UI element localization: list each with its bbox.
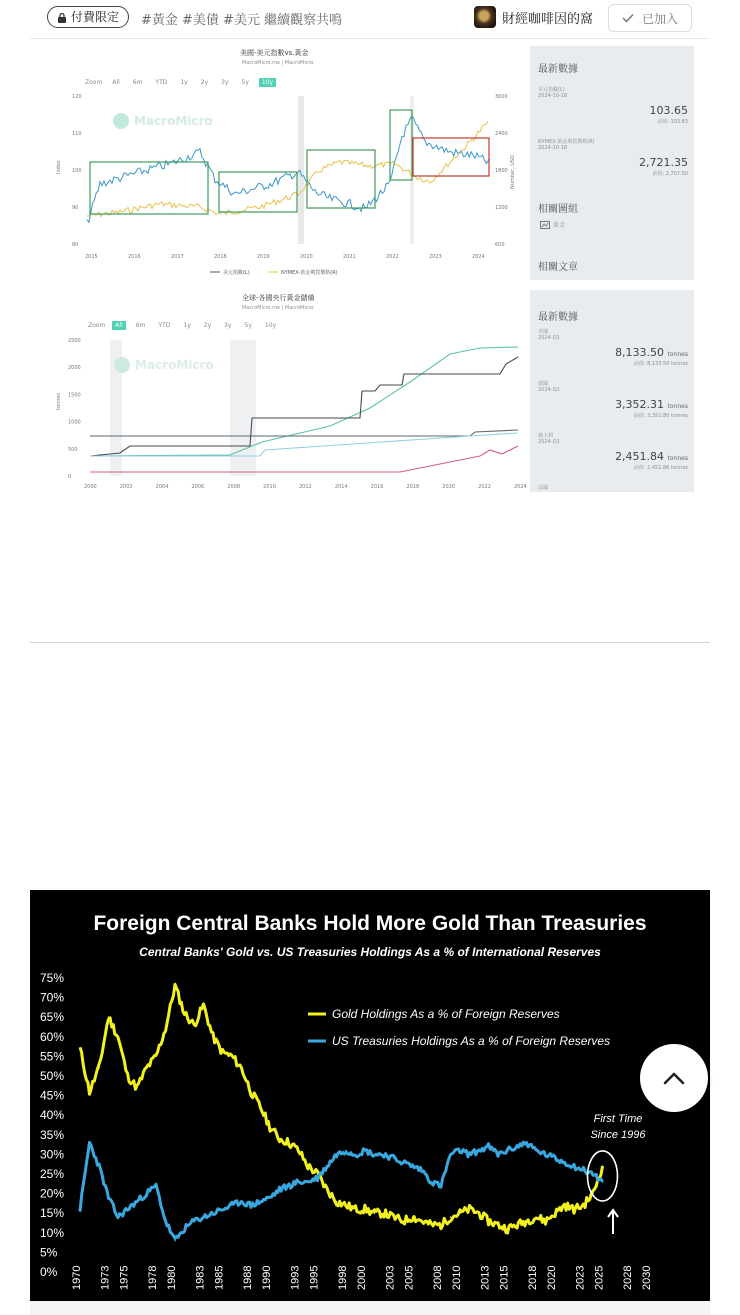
related-articles-header[interactable]: 相關文章 — [538, 262, 578, 273]
avatar[interactable] — [474, 6, 496, 28]
zoom-option-1y[interactable]: 1y — [183, 322, 191, 329]
post-header — [0, 0, 740, 38]
related-group-header: 相關圖組 — [538, 204, 578, 215]
gold-point — [269, 1126, 271, 1128]
joined-button[interactable] — [608, 4, 692, 32]
unit: tonnes — [667, 403, 688, 410]
rose-series-line — [90, 446, 518, 472]
zoom-option-5y[interactable]: 5y — [244, 322, 252, 329]
gold-point — [231, 1056, 233, 1058]
treasuries-point — [402, 1161, 404, 1163]
treasuries-point — [564, 1161, 566, 1163]
macromicro-screenshot — [30, 40, 710, 492]
gold-point — [469, 1208, 471, 1210]
x-tick-label: 2003 — [384, 1265, 397, 1290]
side-item-usd-prev: 前值: 103.83 — [657, 119, 688, 125]
chart-subtitle: Central Banks' Gold vs. US Treasuries Holdings As a % of International Reserves — [139, 945, 601, 959]
cb-gold-side-panel — [530, 290, 694, 492]
gold-point — [564, 1205, 566, 1207]
cb-gold-chart-panel — [30, 290, 530, 492]
gold-point — [431, 1224, 433, 1226]
hashtag-list[interactable]: #黃金 #美債 #美元 繼續觀察共鳴 — [141, 13, 343, 28]
y-tick-label: 75% — [40, 971, 65, 985]
treasuries-point — [326, 1165, 328, 1167]
gold-point — [155, 1056, 157, 1058]
y-tick-label: 60% — [40, 1029, 65, 1044]
value: 3,352.31 — [615, 398, 665, 411]
treasuries-point — [155, 1185, 157, 1187]
y-left-tick: 100 — [72, 168, 82, 174]
x-tick-label: 1978 — [147, 1265, 159, 1290]
y-left-tick: 90 — [72, 205, 79, 211]
y-tick-label: 35% — [40, 1127, 65, 1142]
usd-gold-side-panel — [530, 46, 694, 280]
related-group-item[interactable] — [540, 220, 565, 229]
y-tick-label: 25% — [40, 1167, 65, 1181]
zoom-option-ytd[interactable]: YTD — [158, 322, 171, 329]
zoom-option-3y[interactable]: 3y — [221, 79, 229, 86]
treasuries-point — [545, 1154, 547, 1156]
x-tick: 2023 — [429, 254, 442, 260]
cb-gold-chart-svg — [30, 290, 530, 492]
gold-point — [459, 1212, 461, 1214]
watermark-logo — [114, 357, 130, 373]
legend-label: US Treasuries Holdings As a % of Foreign Reserves — [332, 1034, 611, 1048]
zoom-option-5y[interactable]: 5y — [241, 79, 249, 86]
gold-point — [497, 1224, 499, 1226]
y-right-tick: 2400 — [495, 131, 508, 137]
treasuries-point — [222, 1208, 224, 1210]
side-item-usd-date: 2024-10-18 — [538, 93, 568, 99]
gold-point — [355, 1208, 357, 1210]
treasuries-point — [592, 1173, 594, 1175]
y-tick: 1500 — [68, 392, 81, 399]
y-tick-label: 10% — [40, 1225, 65, 1240]
x-tick: 2024 — [514, 484, 527, 490]
treasuries-point — [478, 1150, 480, 1152]
y-tick-label: 20% — [40, 1186, 65, 1201]
zoom-option-2y[interactable]: 2y — [203, 322, 212, 329]
side-item-gold-date: 2024-10-18 — [538, 145, 568, 151]
gold-series-line — [87, 121, 488, 217]
x-tick-label: 2025 — [593, 1265, 606, 1290]
gold-point — [260, 1107, 262, 1109]
treasuries-point — [336, 1154, 338, 1156]
x-tick-label: 2000 — [356, 1265, 368, 1290]
treasuries-point — [146, 1193, 148, 1195]
zoom-option-10y[interactable]: 10y — [259, 78, 276, 87]
gold-point — [165, 1028, 167, 1030]
treasuries-point — [193, 1220, 195, 1222]
watermark-text: MacroMicro — [134, 114, 213, 128]
gold-point — [222, 1052, 224, 1054]
unit: tonnes — [667, 455, 688, 462]
gold-point — [184, 1012, 186, 1014]
gold-point — [98, 1067, 100, 1069]
treasuries-point — [108, 1197, 110, 1199]
x-tick: 2022 — [386, 254, 399, 260]
x-tick-label: 2030 — [641, 1265, 653, 1290]
gold-point — [526, 1220, 528, 1222]
x-tick-label: 1980 — [166, 1265, 178, 1290]
zoom-option-6m[interactable]: 6m — [132, 79, 143, 86]
zoom-option-1y[interactable]: 1y — [180, 79, 188, 86]
side-item-gold-name[interactable]: NYMEX-黃金期貨價格(R) — [538, 139, 595, 145]
gold-point — [402, 1220, 404, 1222]
y-tick-label: 0% — [40, 1265, 58, 1279]
treasuries-point — [79, 1208, 81, 1210]
treasuries-point — [117, 1216, 119, 1218]
lock-icon — [57, 12, 67, 23]
usd-gold-chart-panel — [30, 44, 530, 290]
zoom-option-6m[interactable]: 6m — [135, 322, 146, 329]
treasuries-point — [298, 1181, 300, 1183]
gold-point — [212, 1036, 214, 1038]
x-tick: 2012 — [299, 484, 312, 490]
treasuries-point — [554, 1158, 556, 1160]
chevron-up-icon — [663, 1071, 685, 1085]
gold-point — [117, 1036, 119, 1038]
gold-vs-treasuries-svg — [30, 890, 710, 1301]
annotation-line-2: Since 1996 — [590, 1129, 646, 1141]
chart-group-icon — [540, 221, 550, 229]
crossover-arrow — [608, 1210, 618, 1234]
treasuries-point — [317, 1177, 319, 1179]
header-divider — [30, 38, 710, 39]
value: 2,451.84 — [615, 450, 665, 463]
slate-series-line — [90, 430, 518, 436]
gold-point — [421, 1220, 423, 1222]
gold-point — [450, 1216, 452, 1218]
treasuries-point — [165, 1220, 167, 1222]
watermark-text: MacroMicro — [135, 358, 214, 372]
x-tick: 2024 — [472, 254, 485, 260]
side-item-de-prev: 前值: 3,352.80 tonnes — [633, 413, 688, 419]
side-item-de-name[interactable]: 德國 — [538, 381, 549, 387]
treasuries-point — [355, 1154, 357, 1156]
treasuries-point — [450, 1154, 452, 1156]
treasuries-point — [469, 1154, 471, 1156]
legend-label-usd: 美元指數(L) — [223, 270, 250, 276]
gold-point — [535, 1216, 537, 1218]
zoom-option-10y[interactable]: 10y — [264, 322, 277, 329]
x-tick-label: 2018 — [527, 1265, 539, 1290]
y-right-tick: 1200 — [495, 205, 508, 211]
gold-point — [383, 1212, 385, 1214]
x-tick-label: 2023 — [574, 1265, 587, 1290]
treasuries-point — [421, 1169, 423, 1171]
y-tick-label: 40% — [40, 1108, 65, 1123]
y-tick-label: 65% — [40, 1010, 65, 1025]
treasuries-point — [288, 1185, 290, 1187]
highlight-box — [413, 138, 489, 176]
gold-point — [279, 1138, 281, 1140]
x-tick: 2022 — [478, 484, 491, 490]
gold-point — [364, 1208, 366, 1210]
y-tick-label: 5% — [40, 1245, 58, 1260]
x-tick-label: 1973 — [99, 1265, 112, 1290]
gold-point — [488, 1220, 490, 1222]
treasuries-point — [184, 1228, 186, 1230]
x-tick-label: 1995 — [308, 1265, 321, 1290]
gold-point — [326, 1189, 328, 1191]
y-tick-label: 70% — [40, 990, 65, 1005]
y-left-tick: 80 — [72, 242, 79, 248]
treasuries-point — [345, 1150, 347, 1152]
gold-point — [345, 1205, 347, 1207]
treasuries-point — [269, 1197, 271, 1199]
side-item-gold-prev: 前值: 2,707.50 — [652, 171, 688, 177]
gold-point — [174, 985, 176, 987]
x-tick-label: 2005 — [403, 1265, 416, 1290]
y-tick-label: 15% — [40, 1206, 65, 1221]
gold-point — [573, 1208, 575, 1210]
treasuries-point — [307, 1181, 309, 1183]
watermark-logo — [113, 113, 129, 129]
joined-button-label: 已加入 — [641, 11, 678, 26]
x-tick-label: 1993 — [289, 1265, 302, 1290]
y-tick: 1000 — [68, 419, 81, 426]
treasuries-point — [98, 1165, 100, 1167]
treasuries-point — [203, 1216, 205, 1218]
section-divider — [30, 642, 710, 643]
check-icon — [622, 13, 634, 23]
x-tick-label: 1985 — [213, 1265, 226, 1290]
side-item-it-date: 2024-Q1 — [538, 439, 560, 445]
unit: tonnes — [667, 351, 688, 358]
treasuries-point — [127, 1208, 129, 1210]
x-tick: 2020 — [300, 254, 313, 260]
x-tick: 2002 — [119, 484, 133, 490]
gold-point — [241, 1067, 243, 1069]
y-tick: 500 — [68, 446, 78, 453]
zoom-option-all[interactable]: All — [112, 321, 125, 330]
y-tick-label: 30% — [40, 1147, 65, 1162]
paid-badge[interactable] — [47, 6, 129, 28]
value: 8,133.50 — [615, 346, 665, 359]
y-tick: 2500 — [68, 338, 81, 344]
gold-point — [79, 1048, 81, 1050]
gold-point — [440, 1224, 442, 1226]
x-tick-label: 1998 — [337, 1265, 349, 1290]
treasuries-point — [212, 1212, 214, 1214]
footer-strip — [30, 1301, 710, 1315]
author-name[interactable]: 財經咖啡因的窩 — [502, 11, 594, 27]
treasuries-point — [364, 1150, 366, 1152]
related-group-item-label: 黃金 — [553, 222, 566, 229]
gold-point — [393, 1216, 395, 1218]
treasuries-point — [393, 1158, 395, 1160]
x-tick-label: 1988 — [242, 1265, 254, 1290]
gold-point — [250, 1091, 252, 1093]
treasuries-point — [602, 1181, 604, 1183]
side-item-us-date: 2024-Q1 — [538, 335, 560, 341]
x-tick: 2018 — [214, 254, 227, 260]
side-item-de-date: 2024-Q1 — [538, 387, 560, 393]
gold-point — [307, 1165, 309, 1167]
x-tick-label: 2015 — [498, 1265, 511, 1290]
treasuries-point — [440, 1185, 442, 1187]
y-left-tick: 110 — [72, 131, 82, 137]
x-tick-label: 2008 — [432, 1265, 444, 1290]
x-tick: 2014 — [334, 484, 348, 490]
side-item-gold-value: 2,721.35 — [639, 156, 688, 169]
gold-point — [516, 1224, 518, 1226]
gold-point — [108, 1016, 110, 1018]
gold-point — [288, 1142, 290, 1144]
treasuries-point — [250, 1205, 252, 1207]
x-tick: 2017 — [171, 254, 184, 260]
gold-point — [545, 1220, 547, 1222]
side-item-it-prev: 前值: 2,451.86 tonnes — [633, 465, 688, 471]
treasuries-point — [573, 1165, 575, 1167]
x-tick: 2015 — [85, 254, 98, 260]
gold-point — [374, 1212, 376, 1214]
legend-label: Gold Holdings As a % of Foreign Reserves — [332, 1007, 560, 1021]
side-item-us-prev: 前值: 8,133.50 tonnes — [633, 361, 688, 367]
gold-point — [136, 1087, 138, 1089]
y-label: tonnes — [56, 392, 62, 410]
side-item-us-value — [615, 346, 688, 359]
chart-title: Foreign Central Banks Hold More Gold Than Treasuries — [93, 912, 647, 935]
treasuries-point — [497, 1154, 499, 1156]
treasuries-point — [488, 1146, 490, 1148]
y-right-tick: 3000 — [495, 94, 508, 100]
usd-gold-chart-title: 美國-美元指數vs.黃金 — [240, 49, 309, 57]
gold-point — [583, 1205, 585, 1207]
x-tick: 2008 — [227, 484, 241, 490]
gold-point — [203, 1005, 205, 1007]
cb-gold-chart-source: MacroMicro.me | MacroMicro — [242, 305, 314, 311]
y-right-tick: 1800 — [495, 168, 508, 174]
gold-point — [554, 1212, 556, 1214]
x-tick-label: 2028 — [622, 1265, 634, 1290]
cb-gold-chart-title: 全球-各國央行黃金儲備 — [242, 294, 315, 302]
shade-band — [298, 96, 304, 244]
annotation-line-1: First Time — [593, 1113, 643, 1125]
x-tick: 2006 — [191, 484, 205, 490]
y-right-label: Number, USD — [510, 155, 516, 189]
side-item-de-value — [615, 398, 688, 411]
x-tick: 2019 — [257, 254, 270, 260]
highlight-box — [307, 150, 375, 208]
treasuries-point — [535, 1150, 537, 1152]
y-right-tick: 600 — [495, 242, 505, 248]
zoom-option-ytd[interactable]: YTD — [155, 79, 168, 86]
treasuries-point — [374, 1154, 376, 1156]
side-item-usd-value: 103.65 — [649, 104, 688, 117]
x-tick-label: 2020 — [546, 1265, 558, 1290]
treasuries-point — [383, 1154, 385, 1156]
x-tick: 2016 — [370, 484, 384, 490]
side-item-it-value — [615, 450, 688, 463]
x-tick: 2018 — [406, 484, 420, 490]
side-item-it-name[interactable]: 義大利 — [538, 433, 554, 439]
y-left-tick: 120 — [72, 94, 82, 100]
x-tick: 2021 — [343, 254, 356, 260]
gold-point — [412, 1216, 414, 1218]
treasuries-point — [89, 1142, 91, 1144]
y-tick: 0 — [68, 474, 72, 480]
gold-point — [602, 1165, 604, 1167]
x-tick-label: 1975 — [118, 1265, 131, 1290]
y-left-label: Index — [56, 160, 62, 174]
zoom-option-2y[interactable]: 2y — [200, 79, 209, 86]
gold-point — [478, 1212, 480, 1214]
latest-data-header: 最新數據 — [538, 312, 578, 323]
paid-badge-label: 付費限定 — [71, 10, 120, 24]
treasuries-point — [526, 1142, 528, 1144]
usd-gold-chart-svg — [30, 44, 530, 290]
treasuries-point — [279, 1189, 281, 1191]
x-tick: 2000 — [84, 484, 97, 490]
scroll-to-top-button[interactable] — [640, 1044, 708, 1112]
treasuries-point — [174, 1240, 176, 1242]
highlight-box — [219, 172, 297, 212]
y-tick: 2000 — [68, 365, 81, 372]
x-tick: 2010 — [263, 484, 276, 490]
side-item-us-name[interactable]: 美國 — [538, 329, 549, 335]
side-item-usd-name[interactable]: 美元指數(L) — [538, 87, 565, 93]
gold-point — [193, 1024, 195, 1026]
gold-point — [146, 1067, 148, 1069]
treasuries-point — [136, 1201, 138, 1203]
y-tick-label: 45% — [40, 1088, 65, 1103]
latest-data-header: 最新數據 — [538, 64, 578, 75]
gold-point — [127, 1075, 129, 1077]
usd-gold-chart-source: MacroMicro.me | MacroMicro — [242, 60, 314, 66]
treasuries-point — [231, 1205, 233, 1207]
x-tick: 2004 — [155, 484, 169, 490]
x-tick: 2016 — [128, 254, 141, 260]
x-tick: 2020 — [442, 484, 456, 490]
gold-point — [336, 1201, 338, 1203]
y-tick-label: 50% — [40, 1069, 65, 1083]
x-tick-label: 1990 — [261, 1265, 273, 1290]
treasuries-point — [260, 1201, 262, 1203]
treasuries-point — [431, 1181, 433, 1183]
zoom-label: Zoom — [88, 322, 106, 329]
treasuries-point — [583, 1169, 585, 1171]
gold-point — [298, 1150, 300, 1152]
treasuries-point — [507, 1150, 509, 1152]
gold-point — [507, 1228, 509, 1230]
gold-vs-treasuries-chart — [30, 890, 710, 1301]
x-tick-label: 2013 — [479, 1265, 492, 1290]
side-item-fr-name[interactable]: 法國 — [538, 485, 549, 491]
gold-point — [89, 1091, 91, 1093]
treasuries-point — [412, 1165, 414, 1167]
x-tick-label: 1983 — [194, 1265, 207, 1290]
treasuries-point — [516, 1146, 518, 1148]
y-tick-label: 55% — [40, 1049, 65, 1064]
treasuries-point — [459, 1150, 461, 1152]
treasuries-point — [241, 1201, 243, 1203]
zoom-option-all[interactable]: All — [112, 79, 120, 86]
zoom-option-3y[interactable]: 3y — [224, 322, 232, 329]
author-info[interactable] — [474, 6, 593, 28]
legend-label-gold: NYMEX-黃金期貨價格(R) — [281, 270, 338, 276]
x-tick-label: 2010 — [451, 1265, 463, 1290]
x-tick-label: 1970 — [71, 1265, 83, 1290]
zoom-label: Zoom — [85, 79, 103, 86]
